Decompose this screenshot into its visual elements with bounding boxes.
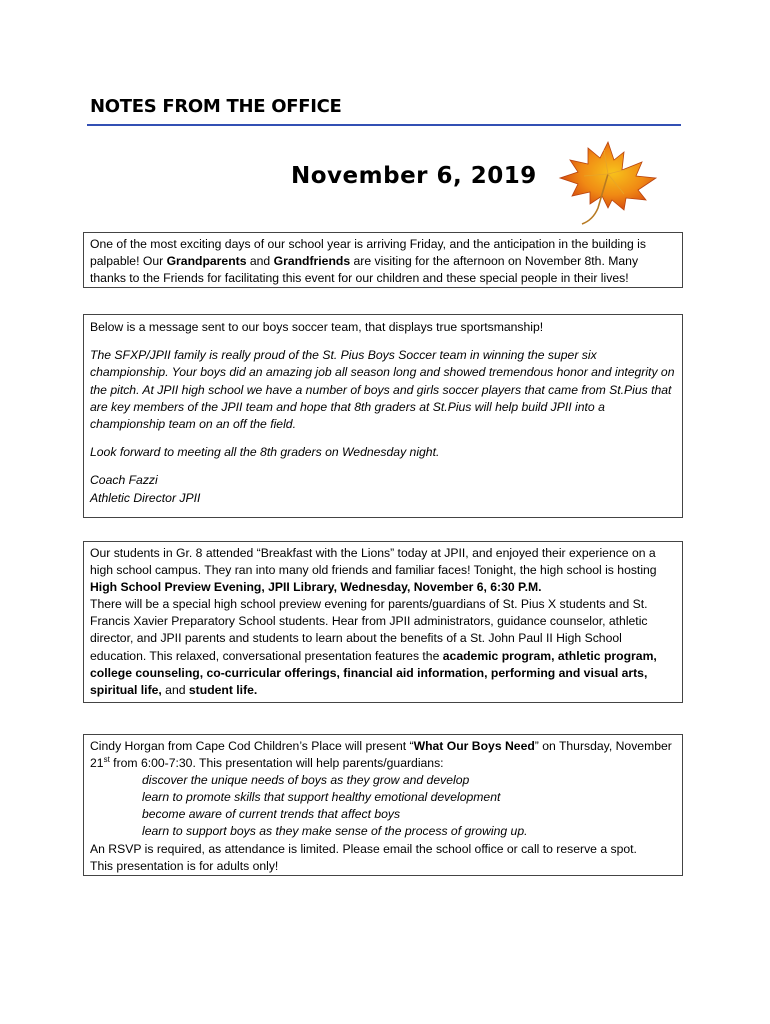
bold-grandfriends: Grandfriends [273,254,351,269]
rsvp-note: An RSVP is required, as attendance is limited. Please email the school office or call to reserve a spot. [90,841,637,856]
text-span: ” on Thursday, November 21 [90,739,672,771]
list-item: discover the unique needs of boys as they grow and develop [142,773,470,788]
text-span: Our students in Gr. 8 attended “Breakfast with the Lions” today at JPII, and enjoyed their experience on a high school campus. They ran into many old friends and familiar faces! Tonight, the high school is hosting [90,546,657,578]
newsletter-date: November 6, 2019 [291,163,537,189]
text-span: and [161,682,189,697]
list-item: learn to support boys as they make sense of the process of growing up. [142,824,528,839]
presentation-title: What Our Boys Need [413,739,535,753]
grandparents-paragraph [90,236,676,288]
ordinal-suffix: st [103,755,110,765]
text-span: Cindy Horgan from Cape Cod Children’s Place will present “ [90,739,414,753]
preview-paragraph-1 [90,545,676,596]
presentation-intro [90,738,676,772]
student-life: student life. [188,682,258,697]
text-span: are visiting for the afternoon on November 8th. Many thanks to the Friends for facilitating this event for our children and these special people in their lives! [90,254,639,286]
signature-title: Athletic Director JPII [90,490,201,505]
page-title: NOTES FROM THE OFFICE [90,96,342,117]
text-span: from 6:00-7:30. This presentation will help parents/guardians: [109,756,444,771]
soccer-message: The SFXP/JPII family is really proud of the St. Pius Boys Soccer team in winning the super six championship. Your boys did an amazing job all season long and showed tremendous honor and integrity on the pitch. At JPII high school we have a number of boys and girls soccer players that came from St.Pius that are key members of the JPII team and hope that 8th graders at St.Pius will help build JPII into a championship team on an off the field. [90,348,675,432]
event-details: High School Preview Evening, JPII Library, Wednesday, November 6, 6:30 P.M. [90,580,542,595]
presentation-box [83,734,683,876]
soccer-message-box [83,314,683,518]
maple-leaf-icon [538,138,660,226]
text-span: There will be a special high school preview evening for parents/guardians of St. Pius X students and St. Francis Xavier Preparatory School students. Hear from JPII administrators, guidance counselor, athletic director, and JPII parents and students to learn about the benefits of a St. John Paul II High School education. This relaxed, conversational presentation features the [90,597,648,663]
header-divider [87,124,681,126]
bold-grandparents: Grandparents [166,254,247,269]
list-item: learn to promote skills that support healthy emotional development [142,790,501,805]
soccer-intro: Below is a message sent to our boys soccer team, that displays true sportsmanship! [90,320,544,334]
text-span: One of the most exciting days of our school year is arriving Friday, and the anticipation in the building is palpable! Our [90,237,646,269]
text-span: and [246,254,274,269]
preview-evening-box [83,541,683,703]
list-item: become aware of current trends that affect boys [142,807,401,822]
grandparents-notice [83,232,683,288]
soccer-closing: Look forward to meeting all the 8th graders on Wednesday night. [90,445,440,460]
program-features: academic program, athletic program, college counseling, co-curricular offerings, financial aid information, performing and visual arts, spiritual life, [90,648,657,697]
adults-only-note: This presentation is for adults only! [90,858,279,873]
signature-name: Coach Fazzi [90,473,158,488]
preview-paragraph-2 [90,596,676,699]
